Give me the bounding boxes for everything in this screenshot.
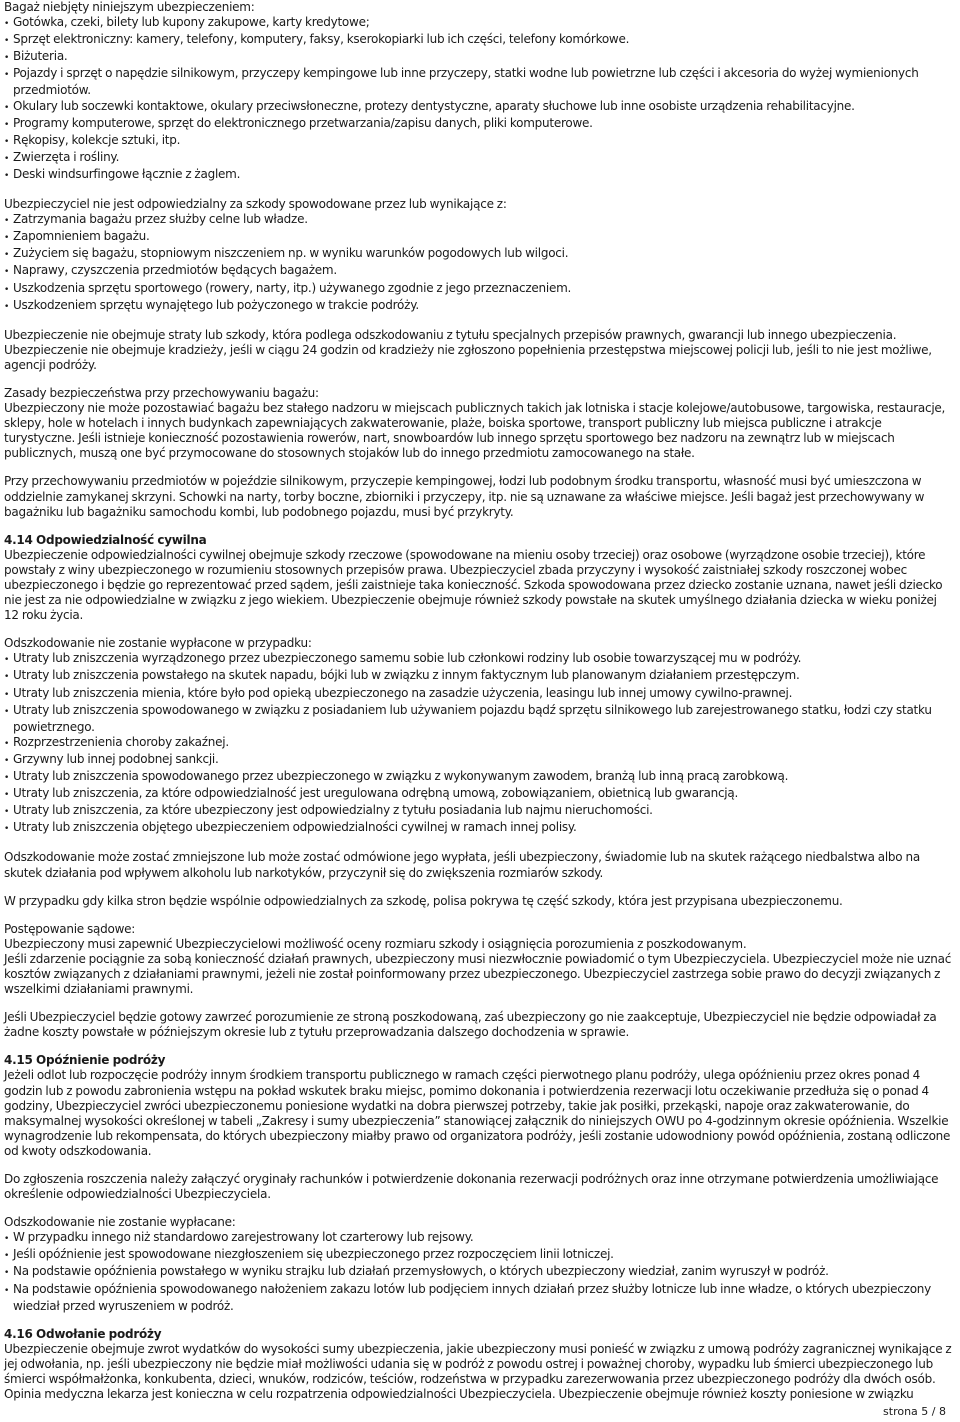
paragraph: Bagaż niebjęty niniejszym ubezpieczeniem: [4, 0, 255, 14]
paragraph-spacer [4, 315, 954, 328]
paragraph: Ubezpieczenie nie obejmuje kradzieży, jeśli w ciągu 24 godzin od kradzieży nie zgłoszono popełnienia przestępstwa miejscowej policji lub, jeśli to nie jest możliwe, agencji podróży. [4, 342, 932, 372]
section-heading: 4.16 Odwołanie podróży [4, 1326, 162, 1341]
paragraph: Ubezpieczyciel nie jest odpowiedzialny za szkody spowodowane przez lub wynikające z: [4, 197, 507, 212]
bullet-item: • Rękopisy, kolekcje sztuki, itp. [4, 133, 954, 150]
bullet-item: • Utraty lub zniszczenia, za które ubezpieczony jest odpowiedzialny z tytułu posiadania lub najmu nieruchomości. [4, 803, 954, 820]
paragraph-spacer [4, 373, 954, 386]
bullet-item: • Grzywny lub innej podobnej sankcji. [4, 752, 954, 769]
bullet-item: • Zużyciem się bagażu, stopniowym niszczeniem np. w wyniku warunków pogodowych lub wilgoci. [4, 246, 954, 263]
paragraph: Ubezpieczenie nie obejmuje straty lub szkody, która podlega odszkodowaniu z tytułu specjalnych przepisów prawnych, gwarancji lub innego ubezpieczenia. [4, 327, 897, 342]
bullet-item: • Okulary lub soczewki kontaktowe, okulary przeciwsłoneczne, protezy dentystyczne, aparaty słuchowe lub inne osobiste urządzenia rehabilitacyjne. [4, 99, 954, 116]
paragraph-spacer [4, 997, 954, 1010]
paragraph: Jeżeli odlot lub rozpoczęcie podróży innym środkiem transportu publicznego w ramach części pierwotnego planu podróży, ulega opóźnieniu przez okres ponad 4 godzin lub z powodu zabronienia wstępu na pokład wskutek braku miejsc, pomimo dokonania i potwierdzenia rezerwacji lotu oczekiwanie przedłuża się o ponad 4 godziny, Ubezpieczyciel zwróci ubezpieczonemu poniesione wydatki na dobra pierwszej potrzeby, takie jak posiłki, przekąski, napoje oraz zakwaterowanie, do maksymalnej wysokości określonej w tabeli „Zakresy i sumy ubezpieczenia” stanowiącej załącznik do niniejszych OWU po 4-godzinnym okresie opóźnienia. Wszelkie wynagrodzenie lub rekompensata, do których ubezpieczony miałby prawo od organizatora podróży, jeśli zostanie udowodniony powód opóźnienia, zostaną odliczone od kwoty odszkodowania. [4, 1068, 951, 1158]
page-number: strona 5 / 8 [883, 1405, 946, 1418]
section-heading: 4.15 Opóźnienie podróży [4, 1053, 166, 1068]
paragraph: Odszkodowanie może zostać zmniejszone lub może zostać odmówione jego wypłata, jeśli ubezpieczony, świadomie lub na skutek rażącego niedbalstwa albo na skutek działania pod wpływem alkoholu lub narkotyków, przyczynił się do zwiększenia rozmiarów szkody. [4, 850, 920, 880]
paragraph: Jeśli zdarzenie pociągnie za sobą konieczność działań prawnych, ubezpieczony musi niezwłocznie powiadomić o tym Ubezpieczyciela. Ubezpieczyciel może nie uznać kosztów związanych z działaniami prawnymi, jeżeli nie został poinformowany przez ubezpieczonego. Ubezpieczyciel zastrzega sobie prawo do decyzji związanych z wszelkimi działaniami prawnymi. [4, 951, 952, 997]
bullet-item: • Deski windsurfingowe łącznie z żaglem. [4, 167, 954, 184]
bullet-item: • Utraty lub zniszczenia spowodowanego w związku z posiadaniem lub używaniem pojazdu bądź sprzętu silnikowego lub zarejestrowanego statku, łodzi czy statku powietrznego. [4, 703, 954, 735]
bullet-item: • Utraty lub zniszczenia wyrządzonego przez ubezpieczonego samemu sobie lub członkowi rodziny lub osobie towarzyszącej mu w podróży. [4, 651, 954, 668]
bullet-item: • Utraty lub zniszczenia powstałego na skutek napadu, bójki lub w związku z innym faktycznym lub planowanym działaniem przestępczym. [4, 668, 954, 685]
paragraph: Odszkodowanie nie zostanie wypłacone w przypadku: [4, 636, 312, 651]
paragraph-spacer [4, 1202, 954, 1215]
bullet-item: • W przypadku innego niż standardowo zarejestrowany lot czarterowy lub rejsowy. [4, 1230, 954, 1247]
paragraph-spacer [4, 881, 954, 894]
paragraph-spacer [4, 184, 954, 197]
paragraph: Zasady bezpieczeństwa przy przechowywaniu bagażu: [4, 385, 319, 400]
bullet-item: • Programy komputerowe, sprzęt do elektronicznego przetwarzania/zapisu danych, pliki komputerowe. [4, 116, 954, 133]
paragraph: Do zgłoszenia roszczenia należy załączyć oryginały rachunków i potwierdzenie dokonania rezerwacji podróżnych oraz inne otrzymane potwierdzenia umożliwiające określenie odpowiedzialności Ubezpieczyciela. [4, 1172, 939, 1202]
bullet-item: • Biżuteria. [4, 49, 954, 66]
bullet-item: • Na podstawie opóźnienia spowodowanego nałożeniem zakazu lotów lub podjęciem innych działań przez służby lotnicze lub inne władze, o których ubezpieczony wiedział przed wyruszeniem w podróż. [4, 1282, 954, 1314]
bullet-item: • Zwierzęta i rośliny. [4, 150, 954, 167]
bullet-item: • Na podstawie opóźnienia powstałego w wyniku strajku lub działań przemysłowych, o których ubezpieczony wiedział, zanim wyruszył w podróż. [4, 1264, 954, 1281]
bullet-item: • Uszkodzeniem sprzętu wynajętego lub pożyczonego w trakcie podróży. [4, 298, 954, 315]
document-body [4, 0, 954, 1402]
bullet-item: • Utraty lub zniszczenia, za które odpowiedzialność jest uregulowana odrębną umową, zobowiązaniem, obietnicą lub gwarancją. [4, 786, 954, 803]
bullet-item: • Utraty lub zniszczenia mienia, które było pod opieką ubezpieczonego na zasadzie użyczenia, leasingu lub innej umowy cywilno-prawnej. [4, 686, 954, 703]
paragraph-spacer [4, 1040, 954, 1053]
paragraph: Ubezpieczony nie może pozostawiać bagażu bez stałego nadzoru w miejscach publicznych takich jak lotniska i stacje kolejowe/autobusowe, targowiska, restauracje, sklepy, hole w hotelach i innych budynkach zapewniających zakwaterowanie, plaże, boiska sportowe, transport publiczny lub miejsca publiczne i atrakcje turystyczne. Jeśli istnieje konieczność pozostawienia rowerów, nart, snowboardów lub innego sprzętu sportowego bez nadzoru na zewnątrz lub w miejscach publicznych, muszą one być przymocowane do stosownych stojaków lub do innego przedmiotu zamocowanego na stałe. [4, 401, 946, 461]
bullet-item: • Rozprzestrzenienia choroby zakaźnej. [4, 735, 954, 752]
bullet-item: • Uszkodzenia sprzętu sportowego (rowery, narty, itp.) używanego zgodnie z jego przeznaczeniem. [4, 281, 954, 298]
paragraph: Odszkodowanie nie zostanie wypłacane: [4, 1215, 236, 1230]
bullet-item: • Utraty lub zniszczenia spowodowanego przez ubezpieczonego w związku z wykonywanym zawodem, branżą lub inną pracą zarobkową. [4, 769, 954, 786]
paragraph: Jeśli Ubezpieczyciel będzie gotowy zawrzeć porozumienie ze stroną poszkodowaną, zaś ubezpieczony go nie zaakceptuje, Ubezpieczyciel nie będzie odpowiadał za żadne koszty powstałe w późniejszym okresie lub z tytułu przeprowadzania dalszego dochodzenia w sprawie. [4, 1010, 937, 1040]
bullet-item: • Gotówka, czeki, bilety lub kupony zakupowe, karty kredytowe; [4, 15, 954, 32]
paragraph-spacer [4, 837, 954, 850]
bullet-item: • Zatrzymania bagażu przez służby celne lub władze. [4, 212, 954, 229]
paragraph-spacer [4, 623, 954, 636]
paragraph-spacer [4, 520, 954, 533]
bullet-item: • Naprawy, czyszczenia przedmiotów będących bagażem. [4, 263, 954, 280]
paragraph: Ubezpieczony musi zapewnić Ubezpieczycielowi możliwość oceny rozmiaru szkody i osiągnięcia porozumienia z poszkodowanym. [4, 936, 747, 951]
paragraph: W przypadku gdy kilka stron będzie wspólnie odpowiedzialnych za szkodę, polisa pokrywa tę część szkody, która jest przypisana ubezpieczonemu. [4, 893, 843, 908]
paragraph: Ubezpieczenie odpowiedzialności cywilnej obejmuje szkody rzeczowe (spowodowane na mieniu osoby trzeciej) oraz osobowe (wyrządzone osobie trzeciej), które powstały z winy ubezpieczonego w rozumieniu stosownych przepisów prawa. Ubezpieczyciel zbada przyczyny i wysokość zaistniałej szkody roszczonej wobec ubezpieczonego i będzie go reprezentować przed sądem, jeśli zaistnieje taka konieczność. Szkoda spowodowana przez dziecko zostanie uznana, nawet jeśli dziecko nie jest za nie odpowiedzialne w związku z jego wiekiem. Ubezpieczenie obejmuje również szkody powstałe na skutek umyślnego działania dziecka w wieku poniżej 12 roku życia. [4, 547, 943, 623]
paragraph-spacer [4, 461, 954, 474]
bullet-item: • Sprzęt elektroniczny: kamery, telefony, komputery, faksy, kserokopiarki lub ich części, telefony komórkowe. [4, 32, 954, 49]
paragraph-spacer [4, 1314, 954, 1327]
paragraph: Ubezpieczenie obejmuje zwrot wydatków do wysokości sumy ubezpieczenia, jakie ubezpieczony musi ponieść w związku z umową podróży zagranicznej wynikające z jej odwołania, np. jeśli ubezpieczony nie będzie miał możliwości udania się w podróż z powodu ostrej i poważnej choroby, wypadku lub śmierci ubezpieczonego lub śmierci współmałżonka, konkubenta, dzieci, wnuków, rodziców, teściów, rodzeństwa w przypadku zarezerwowania przez ubezpieczonego podróży dla dwóch osób. Opinia medyczna lekarza jest konieczna w celu rozpatrzenia odpowiedzialności Ubezpieczyciela. Ubezpieczenie obejmuje również koszty poniesione w związku [4, 1341, 952, 1402]
section-heading: 4.14 Odpowiedzialność cywilna [4, 532, 207, 547]
paragraph-spacer [4, 909, 954, 922]
paragraph: Postępowanie sądowe: [4, 921, 136, 936]
bullet-item: • Pojazdy i sprzęt o napędzie silnikowym, przyczepy kempingowe lub inne przyczepy, statki wodne lub powietrzne lub części i akcesoria do wyżej wymienionych przedmiotów. [4, 66, 954, 98]
bullet-item: • Utraty lub zniszczenia objętego ubezpieczeniem odpowiedzialności cywilnej w ramach innej polisy. [4, 820, 954, 837]
paragraph: Przy przechowywaniu przedmiotów w pojeździe silnikowym, przyczepie kempingowej, łodzi lub podobnym środku transportu, własność musi być umieszczona w oddzielnie zamykanej skrzyni. Schowki na narty, torby boczne, zbiorniki i przyczepy, itp. nie są uznawane za właściwe miejsce. Jeśli bagaż jest przechowywany w bagażniku lub bagażniku samochodu kombi, lub podobnego pojazdu, musi być przykryty. [4, 474, 925, 519]
bullet-item: • Zapomnieniem bagażu. [4, 229, 954, 246]
paragraph-spacer [4, 1159, 954, 1172]
bullet-item: • Jeśli opóźnienie jest spowodowane niezgłoszeniem się ubezpieczonego przez rozpoczęciem linii lotniczej. [4, 1247, 954, 1264]
